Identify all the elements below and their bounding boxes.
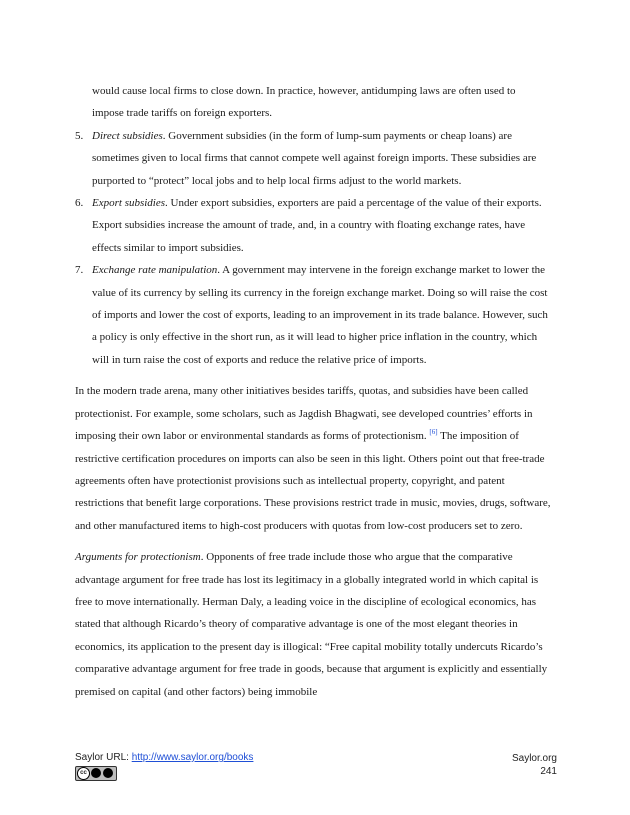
list-item-number: 5. [75, 129, 84, 142]
list-item-text: . Under export subsidies, exporters are paid a percentage of the value of their exports. Export subsidies increase the amount of trade, and, in a country with floating exchange rates, have effects similar to import subsidies. [92, 197, 542, 254]
continuation-line-1: would cause local firms to close down. In practice, however, antidumping laws are often used to [92, 85, 516, 97]
numbered-list [75, 125, 555, 371]
footer-url-link[interactable]: http://www.saylor.org/books [131, 752, 254, 763]
continuation-line-2: impose trade tariffs on foreign exporters. [92, 107, 273, 120]
list-item [75, 259, 555, 371]
paragraph-text: . Opponents of free trade include those who argue that the comparative advantage argument for free trade has lost its legitimacy in a globally integrated world in which capital is free to move internationally. Herman Daly, a leading voice in the discipline of ecological economics, has stated that although Ricardo’s theory of comparative advantage is one of the most elegant theories in economics, its application to the present day is illogical: “Free capital mobility totally undercuts Ricardo’s comparative advantage argument for free trade in goods, because that argument is explicitly and essentially premised on capital (and other factors) being immobile [75, 551, 548, 698]
list-item-term: Exchange rate manipulation [92, 264, 218, 277]
list-item [75, 125, 555, 192]
footnote-reference-link[interactable]: [6] [429, 428, 438, 437]
list-item-number: 6. [75, 197, 84, 210]
page-footer [75, 752, 557, 792]
footer-source [75, 752, 253, 763]
list-item-term: Export subsidies [92, 197, 166, 210]
list-item-number: 7. [75, 264, 84, 277]
paragraph-text: In the modern trade arena, many other initiatives besides tariffs, quotas, and subsidies have been called protectionist. For example, some scholars, such as Jagdish Bhagwati, see developed countries’ efforts in imposing their own labor or environmental standards as forms of protectionism. [75, 385, 533, 443]
footer-site-name: Saylor.org [511, 753, 557, 764]
list-item-text: . Government subsidies (in the form of lump-sum payments or cheap loans) are sometimes given to local firms that cannot compete well against foreign imports. These subsidies are purported to “protect” local jobs and to help local firms adjust to the world markets. [92, 129, 537, 187]
list-item-term: Direct subsidies [92, 129, 163, 142]
paragraph-text: The imposition of restrictive certification procedures on imports can also be seen in this light. Others point out that free-trade agreements often have protectionist provisions such as intellectual property, copyright, and patent restrictions that benefit large corporations. These provisions restrict trade in music, movies, drugs, software, and other manufactured items to high-cost producers with quotas from low-cost producers set to zero. [75, 430, 551, 532]
paragraph-term: Arguments for protectionism [75, 551, 201, 564]
paragraph-arguments-for-protectionism [75, 546, 555, 703]
paragraph-protectionism-initiatives [75, 380, 555, 537]
list-item [75, 192, 555, 259]
page-body [75, 80, 555, 703]
footer-page-info [512, 752, 557, 778]
cc-license-icon: cc [75, 766, 117, 781]
page-number: 241 [540, 766, 557, 777]
list-item-text: . A government may intervene in the foreign exchange market to lower the value of its currency by selling its currency in the foreign exchange market. Doing so will raise the cost of imports and lower the cost of exports, leading to an improvement in its trade balance. However, such a policy is only effective in the short run, as it will lead to higher price inflation in the country, which will in turn raise the cost of exports and reduce the relative price of imports. [92, 264, 548, 366]
footer-url-label: Saylor URL: [75, 752, 132, 763]
list-continuation [92, 80, 555, 125]
